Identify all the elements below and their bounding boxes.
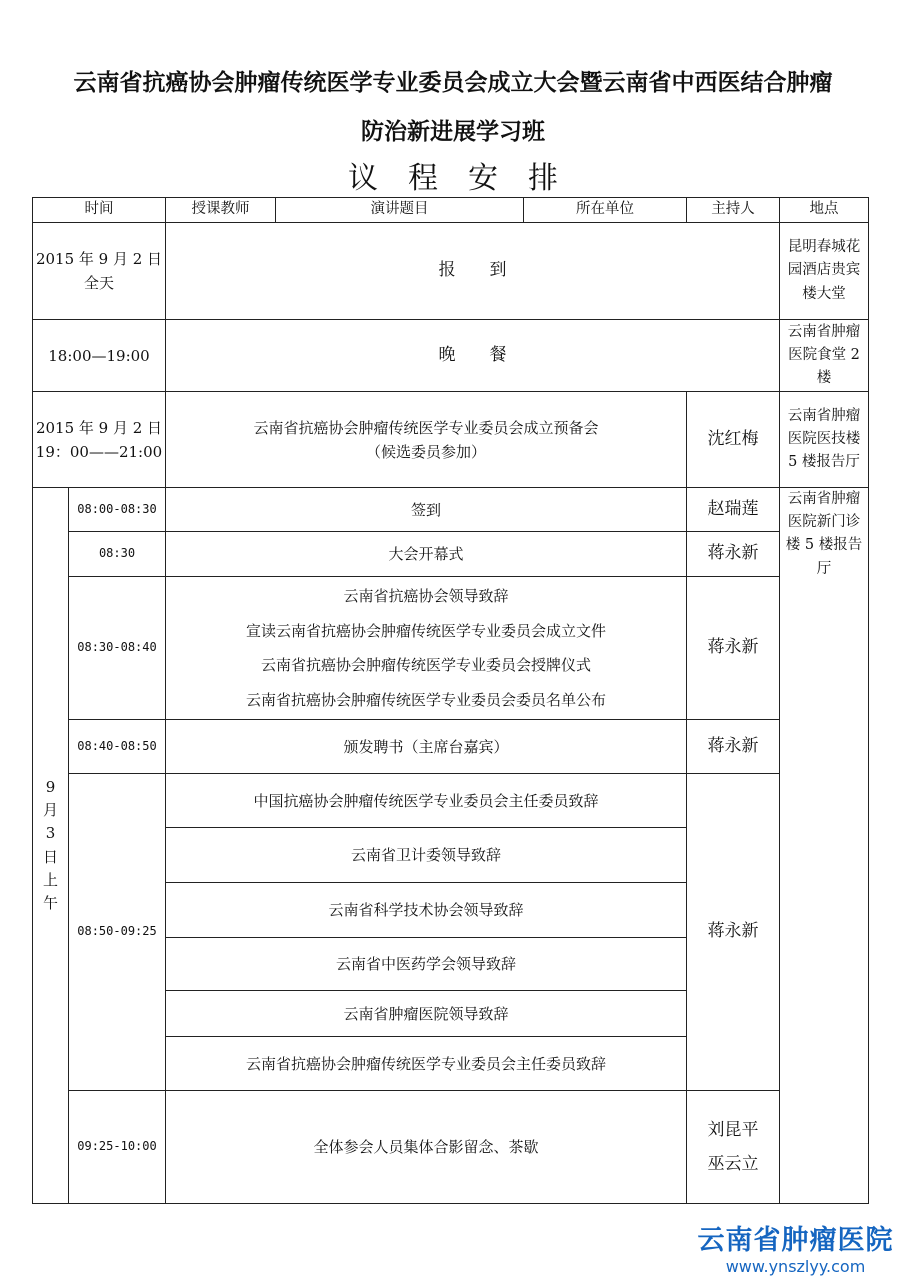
header-host: 主持人 [687, 198, 780, 223]
hospital-watermark [688, 1218, 903, 1276]
content-cell: 云南省肿瘤医院领导致辞 [166, 991, 687, 1037]
content-line: 云南省抗癌协会领导致辞 [343, 587, 509, 605]
time-cell: 08:40-08:50 [69, 720, 166, 774]
time-cell: 08:30 [69, 532, 166, 577]
agenda-table [32, 197, 869, 1204]
location-cell: 云南省肿瘤医院医技楼 5 楼报告厅 [780, 392, 869, 488]
table-row-prep-meeting [33, 392, 869, 488]
host-cell: 蒋永新 [687, 577, 780, 720]
content-line: 宣读云南省抗癌协会肿瘤传统医学专业委员会成立文件 [245, 621, 606, 640]
time-line: 2015 年 9 月 2 日 [35, 250, 163, 268]
location-cell: 昆明春城花园酒店贵宾楼大堂 [780, 223, 869, 320]
time-line: 19：00——21:00 [35, 442, 163, 461]
content-cell: 云南省科学技术协会领导致辞 [166, 883, 687, 938]
table-row-session [33, 532, 869, 577]
time-cell: 08:50-09:25 [69, 774, 166, 1091]
time-cell: 18:00—19:00 [33, 320, 166, 392]
content-cell [166, 577, 687, 720]
content-cell: 云南省卫计委领导致辞 [166, 828, 687, 883]
document-title-line2: 防治新进展学习班 [361, 119, 545, 145]
time-cell [33, 392, 166, 488]
host-cell: 蒋永新 [687, 774, 780, 1091]
watermark-name: 云南省肿瘤医院 [697, 1225, 894, 1256]
content-line: （候选委员参加） [365, 442, 486, 461]
table-row-session [33, 488, 869, 532]
host-cell [687, 1091, 780, 1204]
table-row-session [33, 1091, 869, 1204]
table-row-dinner [33, 320, 869, 392]
agenda-heading: 议程安排 [348, 161, 588, 196]
host-line: 刘昆平 [707, 1120, 759, 1140]
content-cell: 大会开幕式 [166, 532, 687, 577]
host-cell: 赵瑞莲 [687, 488, 780, 532]
time-cell: 09:25-10:00 [69, 1091, 166, 1204]
host-cell: 蒋永新 [687, 720, 780, 774]
host-cell: 沈红梅 [687, 392, 780, 488]
content-cell: 报 到 [166, 223, 780, 320]
day-label-cell [33, 488, 69, 1204]
content-line: 云南省抗癌协会肿瘤传统医学专业委员会授牌仪式 [260, 656, 591, 674]
time-cell: 08:30-08:40 [69, 577, 166, 720]
header-location: 地点 [780, 198, 869, 223]
content-cell: 云南省中医药学会领导致辞 [166, 938, 687, 991]
table-row-session [33, 720, 869, 774]
day-label: 9月3日上午 [43, 777, 59, 912]
table-header-row [33, 198, 869, 223]
content-line: 云南省抗癌协会肿瘤传统医学专业委员会委员名单公布 [245, 690, 606, 709]
content-cell: 晚 餐 [166, 320, 780, 392]
content-cell: 中国抗癌协会肿瘤传统医学专业委员会主任委员致辞 [166, 774, 687, 828]
table-row-registration [33, 223, 869, 320]
time-line: 全天 [83, 274, 114, 292]
header-topic: 演讲题目 [276, 198, 524, 223]
content-cell: 云南省抗癌协会肿瘤传统医学专业委员会主任委员致辞 [166, 1037, 687, 1091]
time-cell: 08:00-08:30 [69, 488, 166, 532]
header-time: 时间 [33, 198, 166, 223]
content-cell: 全体参会人员集体合影留念、茶歇 [166, 1091, 687, 1204]
header-teacher: 授课教师 [166, 198, 276, 223]
time-line: 2015 年 9 月 2 日 [35, 418, 163, 437]
location-cell: 云南省肿瘤医院食堂 2 楼 [780, 320, 869, 392]
host-cell: 蒋永新 [687, 532, 780, 577]
location-cell: 云南省肿瘤医院新门诊楼 5 楼报告厅 [780, 488, 869, 1204]
content-cell [166, 392, 687, 488]
watermark-url: www.ynszlyy.com [725, 1257, 866, 1276]
table-row-session [33, 577, 869, 720]
table-row-session [33, 774, 869, 828]
host-line: 巫云立 [707, 1154, 759, 1174]
document-title-line1: 云南省抗癌协会肿瘤传统医学专业委员会成立大会暨云南省中西医结合肿瘤 [73, 70, 833, 96]
content-cell: 签到 [166, 488, 687, 532]
content-cell: 颁发聘书（主席台嘉宾） [166, 720, 687, 774]
header-unit: 所在单位 [524, 198, 687, 223]
time-cell [33, 223, 166, 320]
content-line: 云南省抗癌协会肿瘤传统医学专业委员会成立预备会 [253, 418, 599, 437]
